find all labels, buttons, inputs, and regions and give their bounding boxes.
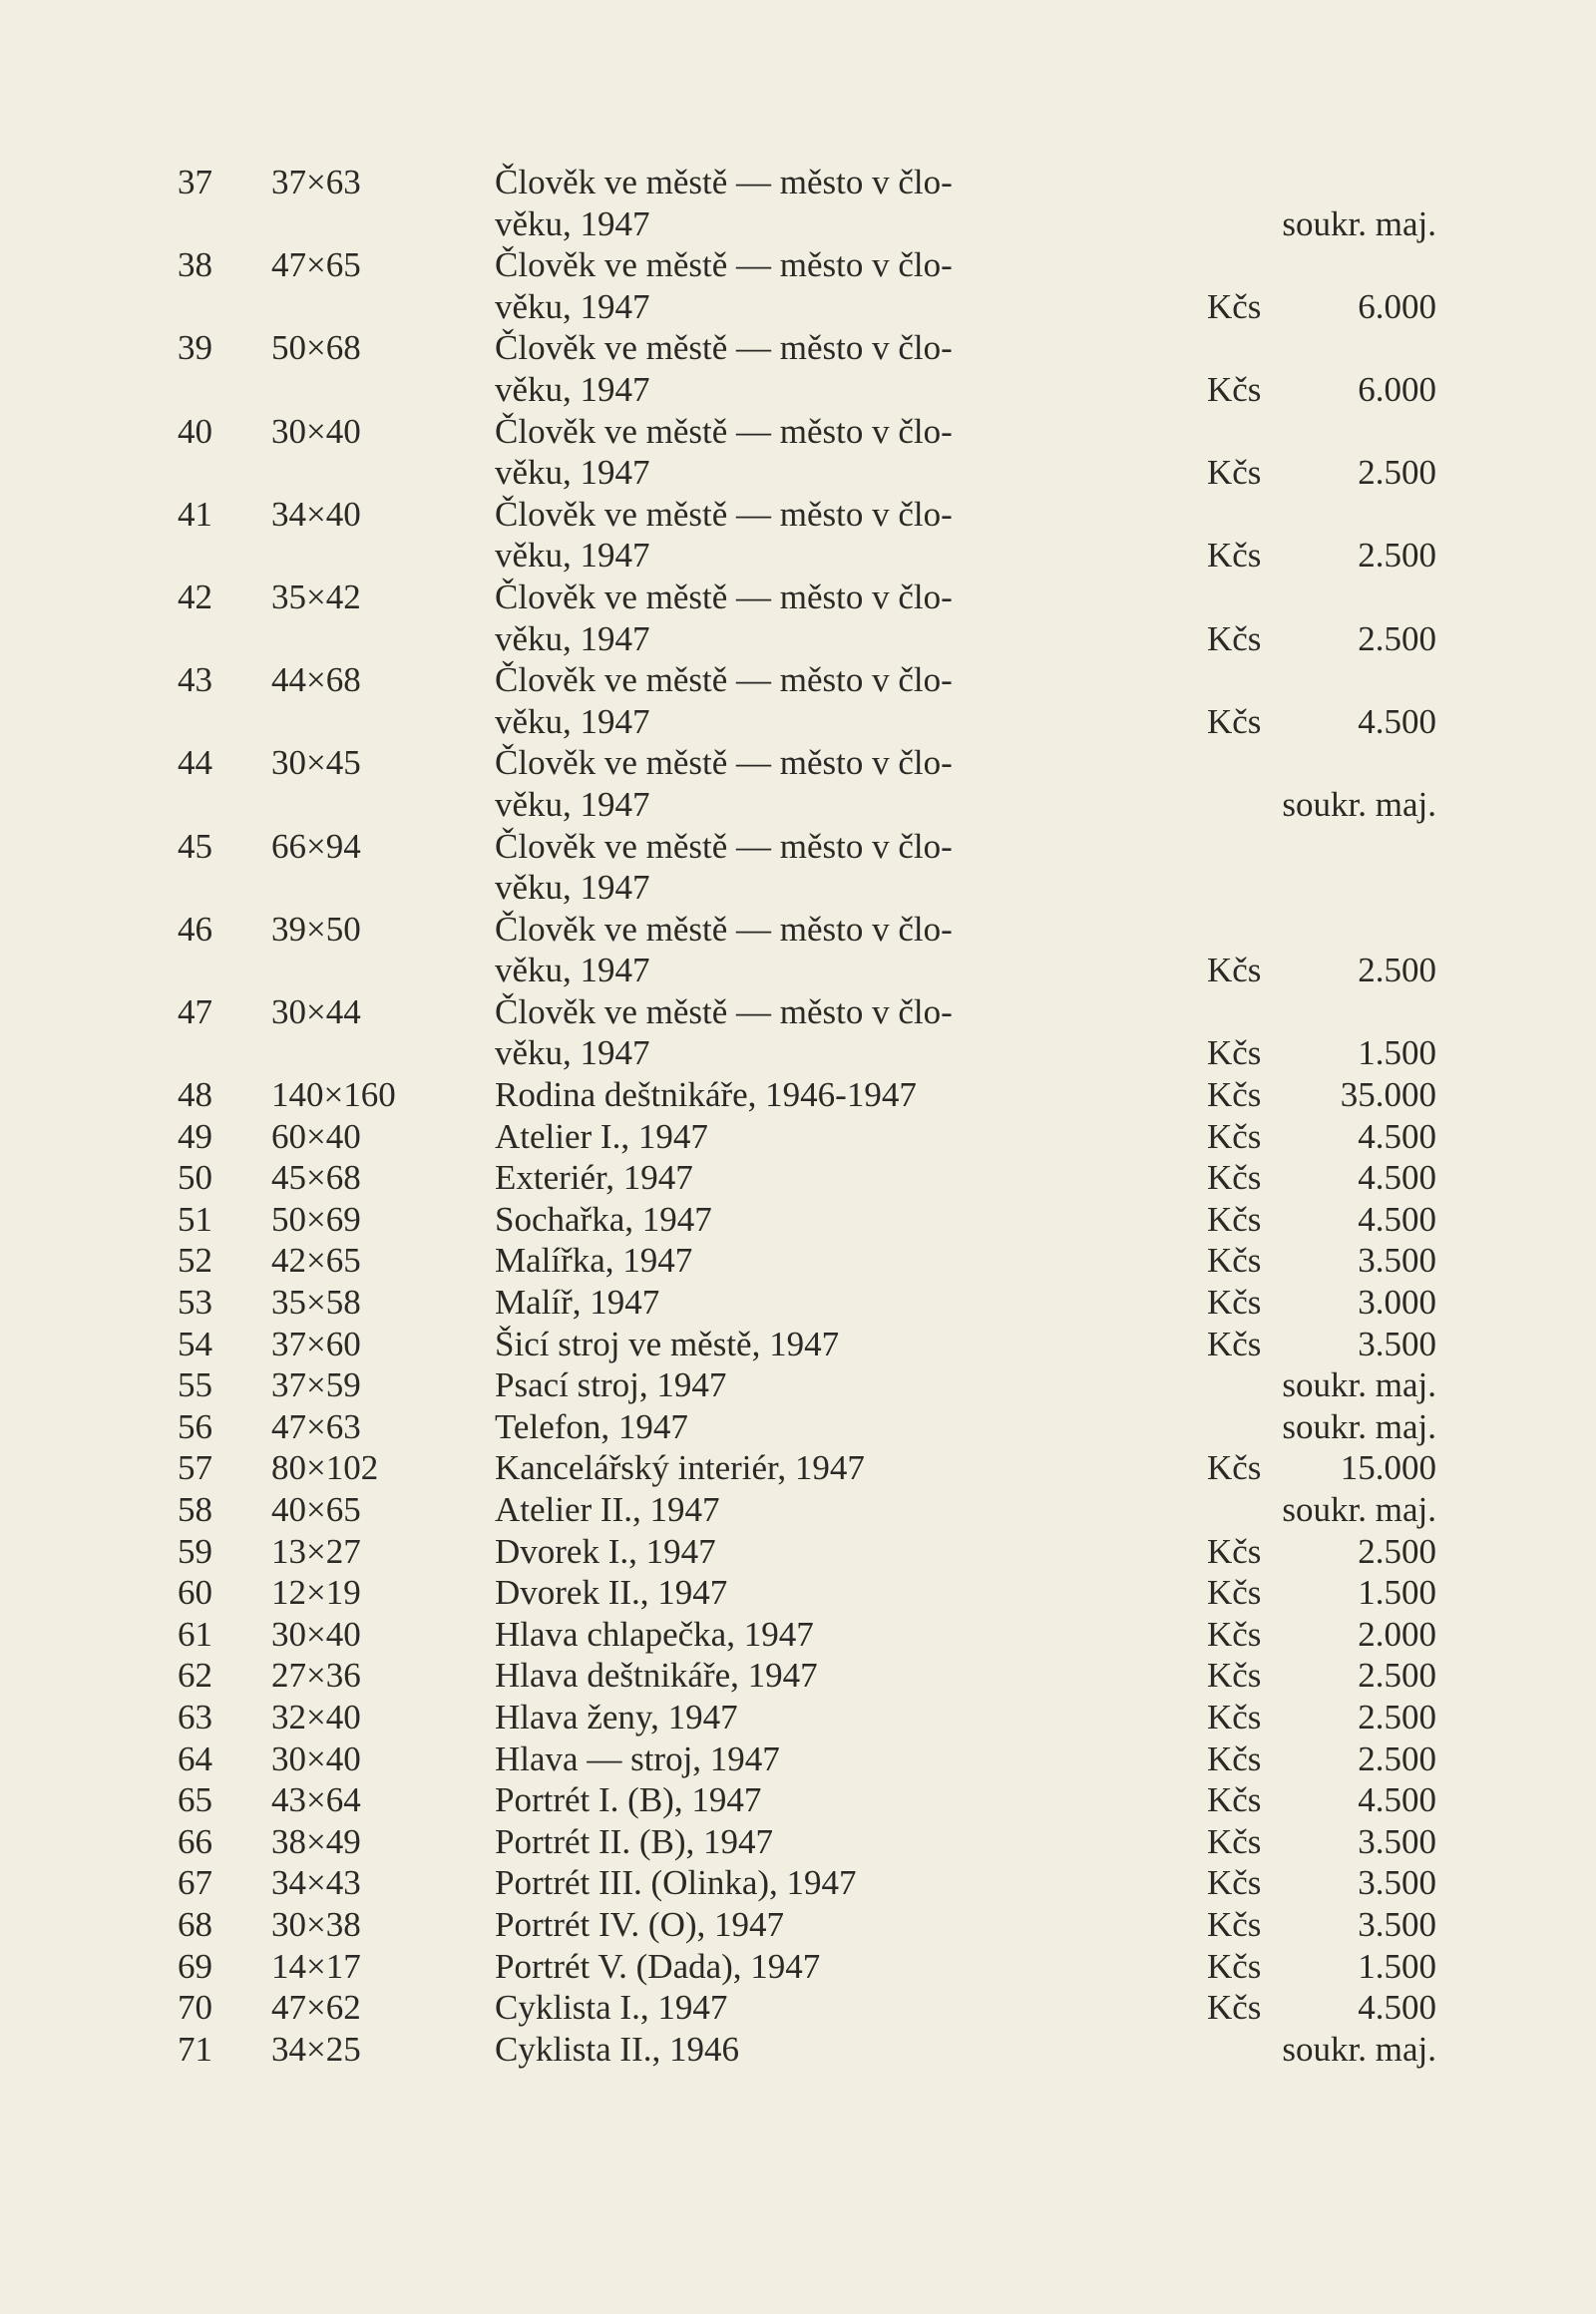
entry-line [0, 659, 1596, 701]
entry-line [0, 991, 1596, 1033]
entry-title: věku, 1947 [495, 536, 650, 576]
entry-dimensions: 47×63 [271, 1406, 361, 1446]
entry-number: 66 [178, 1821, 212, 1861]
entry-number: 40 [178, 411, 212, 451]
entry-line: 62 27×36 Hlava deštnikáře, 1947 Kčs 2.500 [178, 1656, 1436, 1696]
entry-number: 42 [178, 577, 212, 616]
entry-line: věku, 1947 Kčs 6.000 [495, 369, 1436, 409]
entry-number: 55 [178, 1365, 212, 1405]
entry-title: Hlava deštnikáře, 1947 [495, 1656, 818, 1696]
catalog-entry [0, 1572, 1596, 1614]
entry-number: 59 [178, 1531, 212, 1571]
entry-title: Malířka, 1947 [495, 1241, 693, 1281]
entry-title: Člověk ve městě — město v člo- [495, 577, 953, 616]
entry-dimensions: 37×59 [271, 1365, 361, 1405]
catalog-entry [0, 1240, 1596, 1282]
catalog-entry [0, 1116, 1596, 1158]
entry-title: věku, 1947 [495, 453, 650, 493]
entry-line [0, 826, 1596, 868]
entry-line [0, 162, 1596, 203]
entry-dimensions: 47×65 [271, 245, 361, 285]
entry-line: věku, 1947 Kčs 4.500 [495, 701, 1436, 741]
entry-number: 54 [178, 1324, 212, 1363]
entry-line [0, 244, 1596, 286]
entry-line [0, 2029, 1596, 2071]
entry-line [0, 784, 1596, 826]
entry-dimensions: 27×36 [271, 1656, 361, 1696]
entry-dimensions: 35×58 [271, 1283, 361, 1323]
entry-dimensions: 50×69 [271, 1199, 361, 1239]
entry-title: Portrét II. (B), 1947 [495, 1821, 773, 1861]
entry-title: Exteriér, 1947 [495, 1158, 693, 1198]
entry-price: soukr. maj. [1282, 203, 1436, 243]
entry-title: Dvorek II., 1947 [495, 1573, 728, 1613]
entry-dimensions: 50×68 [271, 328, 361, 368]
entry-number: 60 [178, 1573, 212, 1613]
entry-line [0, 411, 1596, 453]
entry-line: 70 47×62 Cyklista I., 1947 Kčs 4.500 [178, 1988, 1436, 2028]
entry-dimensions: 60×40 [271, 1116, 361, 1156]
entry-number: 64 [178, 1738, 212, 1778]
entry-line: 57 80×102 Kancelářský interiér, 1947 Kčs 15.000 [178, 1448, 1436, 1488]
entry-title: Člověk ve městě — město v člo- [495, 245, 953, 285]
entry-number: 43 [178, 660, 212, 700]
entry-title: Hlava chlapečka, 1947 [495, 1614, 814, 1654]
entry-title: věku, 1947 [495, 784, 650, 824]
entry-title: Telefon, 1947 [495, 1406, 688, 1446]
entry-title: Člověk ve městě — město v člo- [495, 909, 953, 949]
entry-dimensions: 80×102 [271, 1448, 379, 1488]
catalog-entry [0, 1821, 1596, 1863]
entry-number: 48 [178, 1075, 212, 1115]
entry-line [0, 1406, 1596, 1448]
entry-number: 69 [178, 1946, 212, 1986]
entry-dimensions: 30×40 [271, 411, 361, 451]
entry-number: 38 [178, 245, 212, 285]
entry-number: 70 [178, 1988, 212, 2028]
entry-dimensions: 35×42 [271, 577, 361, 616]
entry-line [0, 1489, 1596, 1531]
entry-number: 58 [178, 1490, 212, 1529]
entry-line: věku, 1947 Kčs 1.500 [495, 1033, 1436, 1073]
entry-dimensions: 39×50 [271, 909, 361, 949]
entry-title: věku, 1947 [495, 951, 650, 990]
catalog-entry [0, 1157, 1596, 1199]
entry-dimensions: 30×44 [271, 991, 361, 1031]
entry-dimensions: 13×27 [271, 1531, 361, 1571]
entry-number: 41 [178, 494, 212, 534]
entry-line: 60 12×19 Dvorek II., 1947 Kčs 1.500 [178, 1573, 1436, 1613]
entry-title: věku, 1947 [495, 369, 650, 409]
entry-number: 57 [178, 1448, 212, 1488]
entry-dimensions: 34×40 [271, 494, 361, 534]
entry-line [0, 577, 1596, 618]
entry-line: věku, 1947 Kčs 2.500 [495, 618, 1436, 658]
catalog-entry [0, 1406, 1596, 1448]
entry-line: 54 37×60 Šicí stroj ve městě, 1947 Kčs 3.500 [178, 1324, 1436, 1363]
entry-title: věku, 1947 [495, 701, 650, 741]
catalog-entry [0, 1531, 1596, 1573]
entry-line: 63 32×40 Hlava ženy, 1947 Kčs 2.500 [178, 1697, 1436, 1736]
entry-dimensions: 44×68 [271, 660, 361, 700]
entry-line: 49 60×40 Atelier I., 1947 Kčs 4.500 [178, 1116, 1436, 1156]
entry-price: soukr. maj. [1282, 1365, 1436, 1405]
entry-title: věku, 1947 [495, 203, 650, 243]
entry-title: věku, 1947 [495, 618, 650, 658]
entry-title: věku, 1947 [495, 868, 650, 908]
entry-title: věku, 1947 [495, 286, 650, 326]
catalog-entry [0, 659, 1596, 742]
entry-line: věku, 1947 Kčs 2.500 [495, 951, 1436, 990]
entry-line: věku, 1947 Kčs 2.500 [495, 453, 1436, 493]
entry-line [0, 494, 1596, 536]
entry-number: 61 [178, 1614, 212, 1654]
entry-title: Člověk ve městě — město v člo- [495, 163, 953, 201]
entry-dimensions: 30×40 [271, 1738, 361, 1778]
catalog-entry [0, 742, 1596, 825]
catalog-entry [0, 1282, 1596, 1324]
catalog-entry [0, 327, 1596, 410]
entry-line: 53 35×58 Malíř, 1947 Kčs 3.000 [178, 1283, 1436, 1323]
catalog-entry [0, 1987, 1596, 2029]
entry-number: 44 [178, 743, 212, 783]
catalog-entry [0, 1614, 1596, 1656]
catalog-entry [0, 909, 1596, 991]
catalog-entry [0, 1199, 1596, 1241]
entry-number: 52 [178, 1241, 212, 1281]
catalog-entry [0, 1738, 1596, 1780]
catalog-entry [0, 1447, 1596, 1489]
catalog-list [0, 162, 1596, 2070]
entry-title: Člověk ve městě — město v člo- [495, 494, 953, 534]
entry-title: Dvorek I., 1947 [495, 1531, 716, 1571]
catalog-entry [0, 577, 1596, 659]
entry-title: Portrét III. (Olinka), 1947 [495, 1863, 857, 1903]
entry-price: soukr. maj. [1282, 1406, 1436, 1446]
entry-price: soukr. maj. [1282, 784, 1436, 824]
catalog-entry [0, 1489, 1596, 1531]
entry-dimensions: 37×60 [271, 1324, 361, 1363]
entry-title: Šicí stroj ve městě, 1947 [495, 1324, 840, 1363]
entry-title: Člověk ve městě — město v člo- [495, 328, 953, 368]
entry-title: Kancelářský interiér, 1947 [495, 1448, 865, 1488]
entry-dimensions: 30×38 [271, 1904, 361, 1944]
entry-number: 45 [178, 826, 212, 866]
entry-line [0, 327, 1596, 369]
entry-title: Psací stroj, 1947 [495, 1365, 727, 1405]
entry-dimensions: 30×45 [271, 743, 361, 783]
entry-title: věku, 1947 [495, 1033, 650, 1073]
entry-line: 67 34×43 Portrét III. (Olinka), 1947 Kčs 3.500 [178, 1863, 1436, 1903]
entry-title: Cyklista II., 1946 [495, 2029, 739, 2069]
entry-dimensions: 30×40 [271, 1614, 361, 1654]
entry-dimensions: 12×19 [271, 1573, 361, 1613]
catalog-entry [0, 1904, 1596, 1946]
catalog-entry [0, 411, 1596, 494]
entry-dimensions: 34×43 [271, 1863, 361, 1903]
entry-dimensions: 32×40 [271, 1697, 361, 1736]
entry-line: 68 30×38 Portrét IV. (O), 1947 Kčs 3.500 [178, 1904, 1436, 1944]
entry-dimensions: 43×64 [271, 1780, 361, 1820]
entry-number: 50 [178, 1158, 212, 1198]
entry-title: Sochařka, 1947 [495, 1199, 712, 1239]
entry-line: 50 45×68 Exteriér, 1947 Kčs 4.500 [178, 1158, 1436, 1198]
entry-title: Atelier I., 1947 [495, 1116, 708, 1156]
entry-title: Portrét IV. (O), 1947 [495, 1904, 785, 1944]
catalog-entry [0, 991, 1596, 1074]
entry-dimensions: 47×62 [271, 1988, 361, 2028]
catalog-entry [0, 1779, 1596, 1821]
entry-title: Cyklista I., 1947 [495, 1988, 728, 2028]
catalog-entry [0, 494, 1596, 577]
entry-number: 39 [178, 328, 212, 368]
entry-title: Člověk ve městě — město v člo- [495, 743, 953, 783]
entry-title: Člověk ve městě — město v člo- [495, 991, 953, 1031]
entry-line [0, 867, 1596, 909]
catalog-entry [0, 244, 1596, 327]
entry-line: 69 14×17 Portrét V. (Dada), 1947 Kčs 1.500 [178, 1946, 1436, 1986]
entry-title: Hlava — stroj, 1947 [495, 1738, 780, 1778]
entry-title: Malíř, 1947 [495, 1283, 660, 1323]
catalog-entry [0, 1862, 1596, 1904]
entry-dimensions: 45×68 [271, 1158, 361, 1198]
entry-number: 67 [178, 1863, 212, 1903]
entry-number: 51 [178, 1199, 212, 1239]
entry-line: 64 30×40 Hlava — stroj, 1947 Kčs 2.500 [178, 1738, 1436, 1778]
entry-dimensions: 14×17 [271, 1946, 361, 1986]
entry-number: 63 [178, 1697, 212, 1736]
entry-line: věku, 1947 Kčs 6.000 [495, 286, 1436, 326]
catalog-entry [0, 1364, 1596, 1406]
entry-title: Portrét V. (Dada), 1947 [495, 1946, 821, 1986]
entry-dimensions: 37×63 [271, 163, 361, 201]
entry-line: 59 13×27 Dvorek I., 1947 Kčs 2.500 [178, 1531, 1436, 1571]
entry-number: 46 [178, 909, 212, 949]
entry-number: 47 [178, 991, 212, 1031]
entry-number: 68 [178, 1904, 212, 1944]
catalog-entry [0, 1324, 1596, 1365]
entry-line: 65 43×64 Portrét I. (B), 1947 Kčs 4.500 [178, 1780, 1436, 1820]
entry-number: 53 [178, 1283, 212, 1323]
entry-line: 51 50×69 Sochařka, 1947 Kčs 4.500 [178, 1199, 1436, 1239]
entry-number: 62 [178, 1656, 212, 1696]
entry-dimensions: 40×65 [271, 1490, 361, 1529]
entry-dimensions: 66×94 [271, 826, 361, 866]
entry-dimensions: 42×65 [271, 1241, 361, 1281]
catalog-entry [0, 1946, 1596, 1988]
catalog-entry [0, 1655, 1596, 1697]
entry-title: Portrét I. (B), 1947 [495, 1780, 762, 1820]
catalog-entry [0, 162, 1596, 244]
entry-title: Atelier II., 1947 [495, 1490, 720, 1529]
entry-line: 61 30×40 Hlava chlapečka, 1947 Kčs 2.000 [178, 1614, 1436, 1654]
entry-dimensions: 38×49 [271, 1821, 361, 1861]
entry-line [0, 909, 1596, 951]
entry-number: 56 [178, 1406, 212, 1446]
entry-number: 71 [178, 2029, 212, 2069]
catalog-entry [0, 1697, 1596, 1738]
catalog-entry [0, 826, 1596, 909]
catalog-entry [0, 2029, 1596, 2071]
entry-title: Člověk ve městě — město v člo- [495, 411, 953, 451]
entry-title: Člověk ve městě — město v člo- [495, 660, 953, 700]
entry-dimensions: 140×160 [271, 1075, 396, 1115]
entry-dimensions: 34×25 [271, 2029, 361, 2069]
entry-title: Hlava ženy, 1947 [495, 1697, 738, 1736]
entry-price: soukr. maj. [1282, 2029, 1436, 2069]
entry-line [0, 1364, 1596, 1406]
entry-price: soukr. maj. [1282, 1490, 1436, 1529]
entry-line [0, 742, 1596, 784]
entry-line: 48 140×160 Rodina deštnikáře, 1946-1947 Kčs 35.000 [178, 1075, 1436, 1115]
entry-line [0, 203, 1596, 245]
catalog-entry [0, 1074, 1596, 1116]
entry-line: 66 38×49 Portrét II. (B), 1947 Kčs 3.500 [178, 1821, 1436, 1861]
entry-title: Rodina deštnikáře, 1946-1947 [495, 1075, 917, 1115]
entry-line: věku, 1947 Kčs 2.500 [495, 536, 1436, 576]
entry-number: 49 [178, 1116, 212, 1156]
entry-number: 65 [178, 1780, 212, 1820]
entry-title: Člověk ve městě — město v člo- [495, 826, 953, 866]
entry-line: 52 42×65 Malířka, 1947 Kčs 3.500 [178, 1241, 1436, 1281]
entry-number: 37 [178, 163, 212, 201]
